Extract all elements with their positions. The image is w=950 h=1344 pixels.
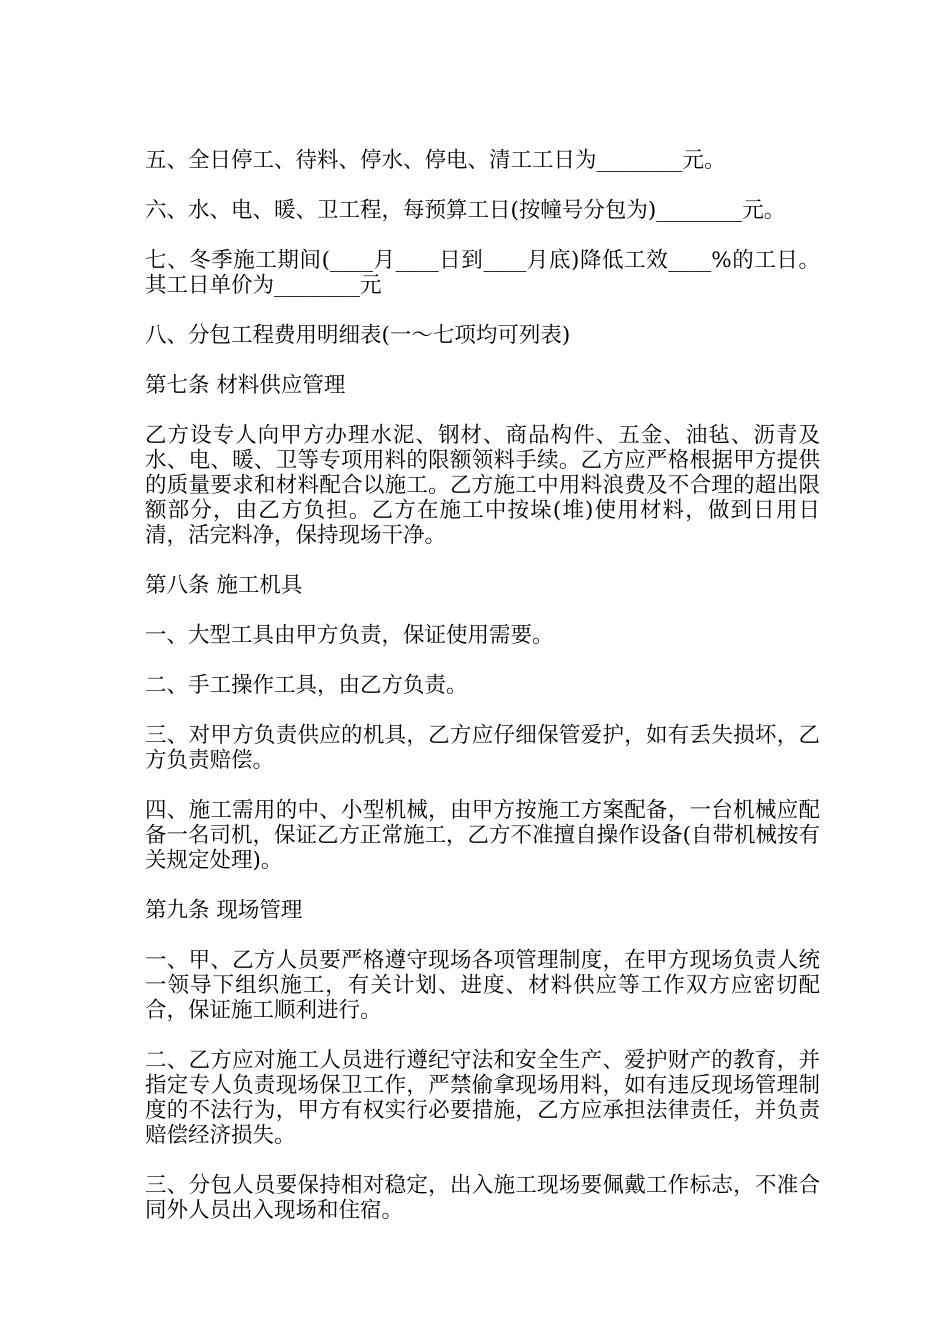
- article-7-body: 乙方设专人向甲方办理水泥、钢材、商品构件、五金、油毡、沥青及水、电、暖、卫等专项用料的限额领料手续。乙方应严格根据甲方提供的质量要求和材料配合以施工。乙方施工中用料浪费及不合理的超出限额部分，由乙方负担。乙方在施工中按垛(堆)使用材料，做到日用日清，活完料净，保持现场干净。: [145, 423, 820, 548]
- article-9-item-2: 二、乙方应对施工人员进行遵纪守法和安全生产、爱护财产的教育，并指定专人负责现场保卫工作，严禁偷拿现场用料，如有违反现场管理制度的不法行为，甲方有权实行必要措施，乙方应承担法律责任，并负责赔偿经济损失。: [145, 1048, 820, 1148]
- document-body: [145, 148, 820, 1223]
- article-8-heading: 第八条 施工机具: [145, 573, 303, 598]
- paragraph-item-5-full-day-stoppage: 五、全日停工、待料、停水、停电、清工工日为________元。: [145, 148, 726, 173]
- paragraph-item-8-cost-schedule: 八、分包工程费用明细表(一～七项均可列表): [145, 323, 571, 348]
- article-8-item-2: 二、手工操作工具，由乙方负责。: [145, 673, 468, 698]
- paragraph-item-7-winter-construction: 七、冬季施工期间(____月____日到____月底)降低工效____%的工日。其工日单价为________元: [145, 248, 820, 298]
- article-8-item-1: 一、大型工具由甲方负责，保证使用需要。: [145, 623, 554, 648]
- article-9-item-1: 一、甲、乙方人员要严格遵守现场各项管理制度，在甲方现场负责人统一领导下组织施工，有关计划、进度、材料供应等工作双方应密切配合，保证施工顺利进行。: [145, 948, 820, 1023]
- article-7-heading: 第七条 材料供应管理: [145, 373, 346, 398]
- article-9-item-3: 三、分包人员要保持相对稳定，出入施工现场要佩戴工作标志，不准合同外人员出入现场和住宿。: [145, 1173, 820, 1223]
- article-8-item-4: 四、施工需用的中、小型机械，由甲方按施工方案配备，一台机械应配备一名司机，保证乙方正常施工，乙方不准擅自操作设备(自带机械按有关规定处理)。: [145, 798, 820, 873]
- article-9-heading: 第九条 现场管理: [145, 898, 303, 923]
- article-8-item-3: 三、对甲方负责供应的机具，乙方应仔细保管爱护，如有丢失损坏，乙方负责赔偿。: [145, 723, 820, 773]
- paragraph-item-6-utilities-work: 六、水、电、暖、卫工程，每预算工日(按幢号分包为)________元。: [145, 198, 786, 223]
